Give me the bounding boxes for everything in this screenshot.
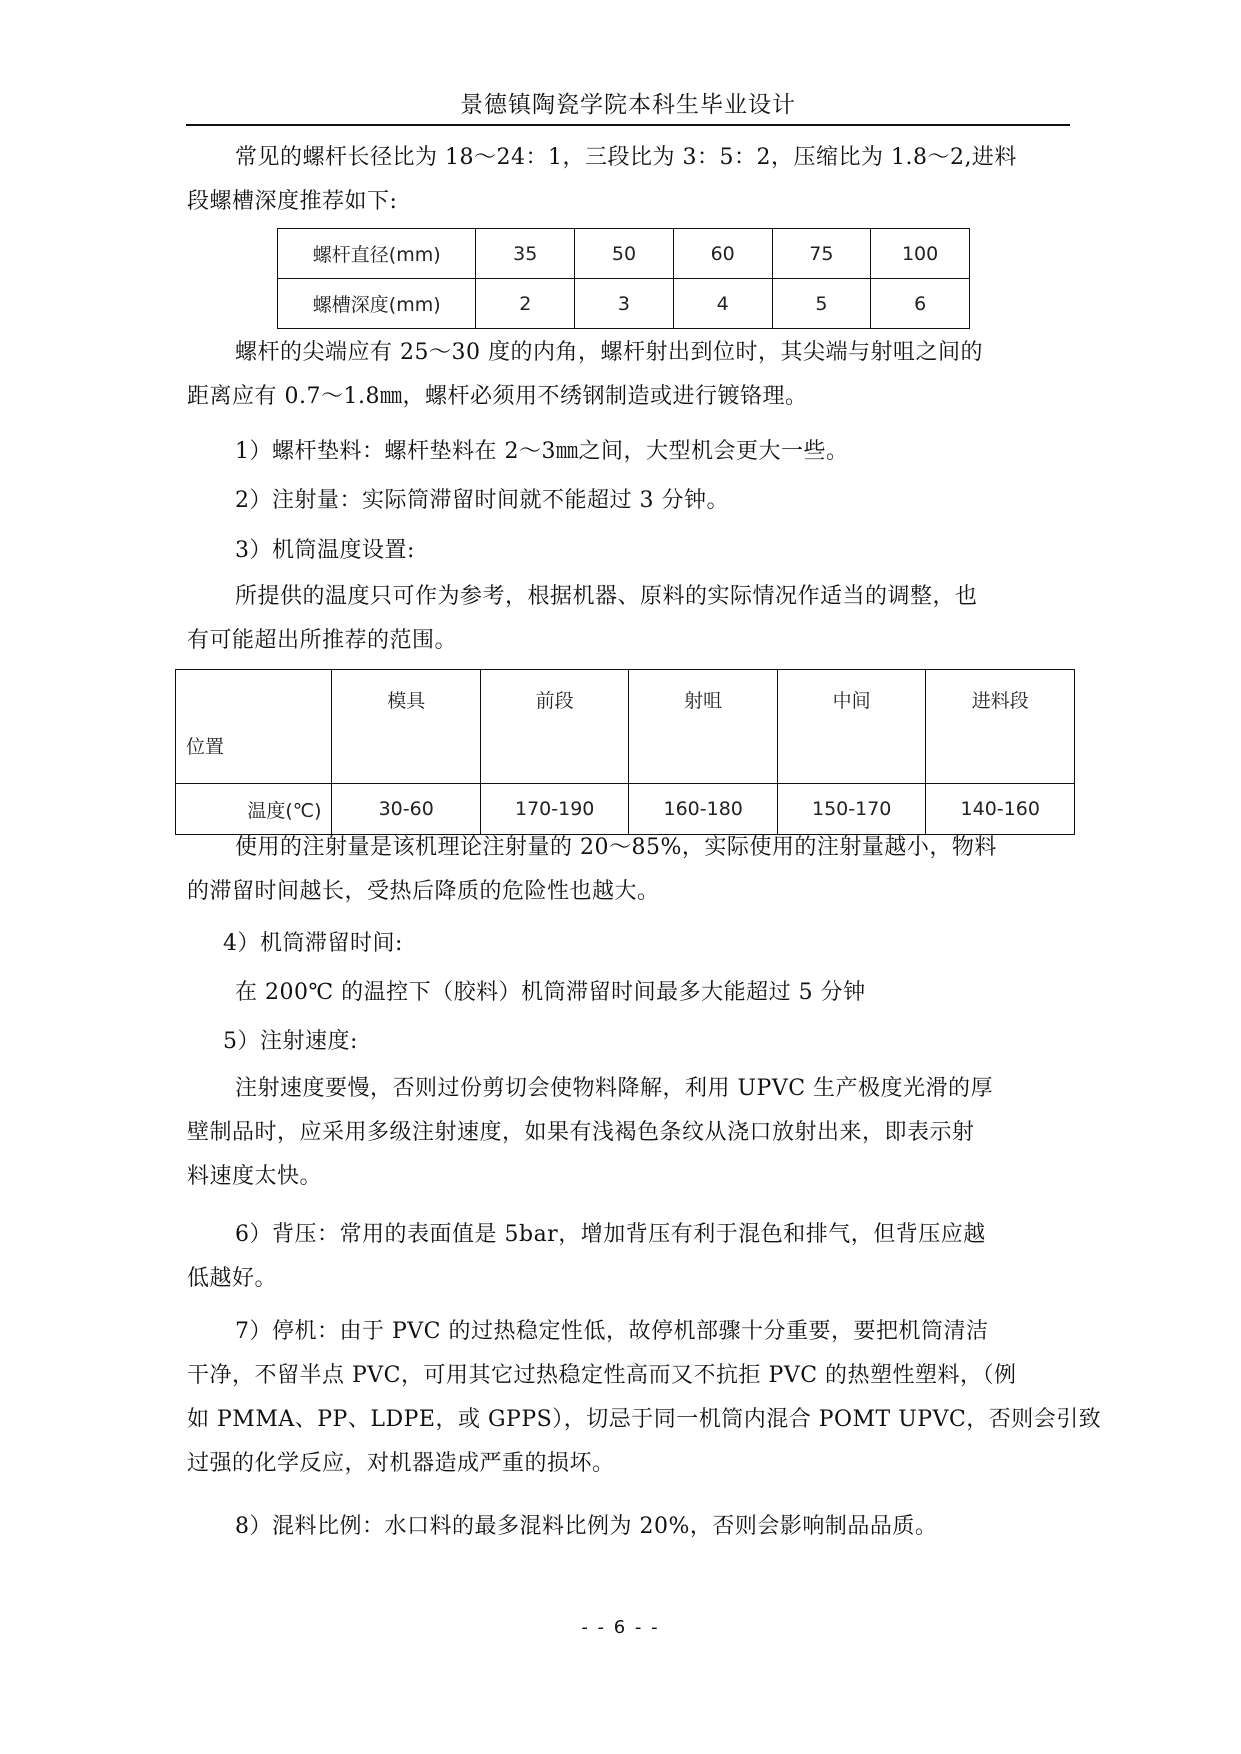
text-line: 使用的注射量是该机理论注射量的 20～85%，实际使用的注射量越小，物料: [235, 835, 997, 860]
text-line: 料速度太快。: [187, 1164, 323, 1189]
table-cell: 160-180: [629, 784, 778, 835]
text-line: 有可能超出所推荐的范围。: [187, 628, 458, 653]
table-header-cell: 射咀: [629, 670, 778, 784]
page-number: - - 6 - -: [581, 1617, 660, 1638]
table-cell: 2: [476, 279, 575, 329]
text-line: 在 200℃ 的温控下（胶料）机筒滞留时间最多大能超过 5 分钟: [235, 980, 866, 1005]
item-2: [187, 479, 1067, 523]
item-7: [187, 1310, 1102, 1486]
table-cell: 150-170: [777, 784, 926, 835]
text-line: 段螺槽深度推荐如下:: [187, 189, 398, 214]
table-header-cell: 进料段: [926, 670, 1075, 784]
table-cell: 4: [673, 279, 772, 329]
table-cell: 30-60: [332, 784, 480, 835]
item-6: [187, 1213, 1067, 1301]
item-8: [187, 1505, 1067, 1549]
table-row: [278, 229, 970, 279]
text-line: 距离应有 0.7～1.8㎜，螺杆必须用不绣钢制造或进行镀铬理。: [187, 384, 808, 409]
table-cell: 6: [871, 279, 970, 329]
table-cell: 螺杆直径(mm): [278, 229, 476, 279]
table-header-cell: 中间: [777, 670, 926, 784]
header-divider: [186, 124, 1070, 126]
text-line: 如 PMMA、PP、LDPE，或 GPPS），切忌于同一机筒内混合 POMT UPVC，否则会引致: [187, 1407, 1102, 1432]
table-cell: 螺槽深度(mm): [278, 279, 476, 329]
text-line: 8）混料比例：水口料的最多混料比例为 20%，否则会影响制品品质。: [235, 1514, 938, 1539]
text-line: 6）背压：常用的表面值是 5bar，增加背压有利于混色和排气，但背压应越: [235, 1222, 986, 1247]
table-header-cell: 前段: [480, 670, 629, 784]
paragraph-injection-amount: [187, 826, 1067, 914]
screw-depth-table: [277, 228, 970, 329]
item-1: [187, 430, 1067, 474]
text-line: 过强的化学反应，对机器造成严重的损坏。: [187, 1451, 615, 1476]
text-line: 壁制品时，应采用多级注射速度，如果有浅褐色条纹从浇口放射出来，即表示射: [187, 1120, 975, 1145]
table-cell: 5: [772, 279, 871, 329]
table-header-cell: 模具: [332, 670, 480, 784]
text-line: 4）机筒滞留时间:: [223, 931, 403, 956]
barrel-temperature-table: [175, 669, 1075, 835]
text-line: 2）注射量：实际筒滞留时间就不能超过 3 分钟。: [235, 488, 729, 513]
table-cell: 35: [476, 229, 575, 279]
text-line: 干净，不留半点 PVC，可用其它过热稳定性高而又不抗拒 PVC 的热塑性塑料，（例: [187, 1363, 1017, 1388]
table-cell: 140-160: [926, 784, 1075, 835]
item-4: [187, 922, 1067, 966]
text-line: 5）注射速度:: [223, 1029, 358, 1054]
table-cell: 75: [772, 229, 871, 279]
corner-label: 位置: [186, 736, 225, 758]
text-line: 7）停机：由于 PVC 的过热稳定性低，故停机部骤十分重要，要把机筒清洁: [235, 1319, 989, 1344]
text-line: 常见的螺杆长径比为 18～24：1，三段比为 3：5：2，压缩比为 1.8～2,进料: [235, 145, 1017, 170]
table-row-label: 温度(℃): [176, 784, 332, 835]
item-5: [187, 1020, 1067, 1064]
text-line: 3）机筒温度设置:: [235, 538, 415, 563]
text-line: 的滞留时间越长，受热后降质的危险性也越大。: [187, 879, 660, 904]
table-cell: 60: [673, 229, 772, 279]
table-cell: 100: [871, 229, 970, 279]
text-line: 注射速度要慢，否则过份剪切会使物料降解，利用 UPVC 生产极度光滑的厚: [235, 1076, 994, 1101]
table-cell: 170-190: [480, 784, 629, 835]
paragraph-injection-speed: [187, 1067, 1067, 1199]
text-line: 螺杆的尖端应有 25～30 度的内角，螺杆射出到位时，其尖端与射咀之间的: [235, 340, 983, 365]
item-3: [187, 529, 1067, 573]
paragraph-screw-ratio: [187, 136, 1067, 224]
paragraph-temperature-note: [187, 575, 1067, 663]
table-cell: 50: [575, 229, 674, 279]
page-header-title: 景德镇陶瓷学院本科生毕业设计: [460, 92, 796, 118]
table-header-row: [176, 670, 1075, 784]
text-line: 低越好。: [187, 1266, 278, 1291]
table-corner-cell: [176, 670, 332, 784]
paragraph-screw-tip: [187, 331, 1067, 419]
paragraph-residence-time: [187, 971, 1067, 1015]
table-row: [278, 279, 970, 329]
table-cell: 3: [575, 279, 674, 329]
text-line: 1）螺杆垫料：螺杆垫料在 2～3㎜之间，大型机会更大一些。: [235, 439, 849, 464]
text-line: 所提供的温度只可作为参考，根据机器、原料的实际情况作适当的调整，也: [235, 584, 978, 609]
